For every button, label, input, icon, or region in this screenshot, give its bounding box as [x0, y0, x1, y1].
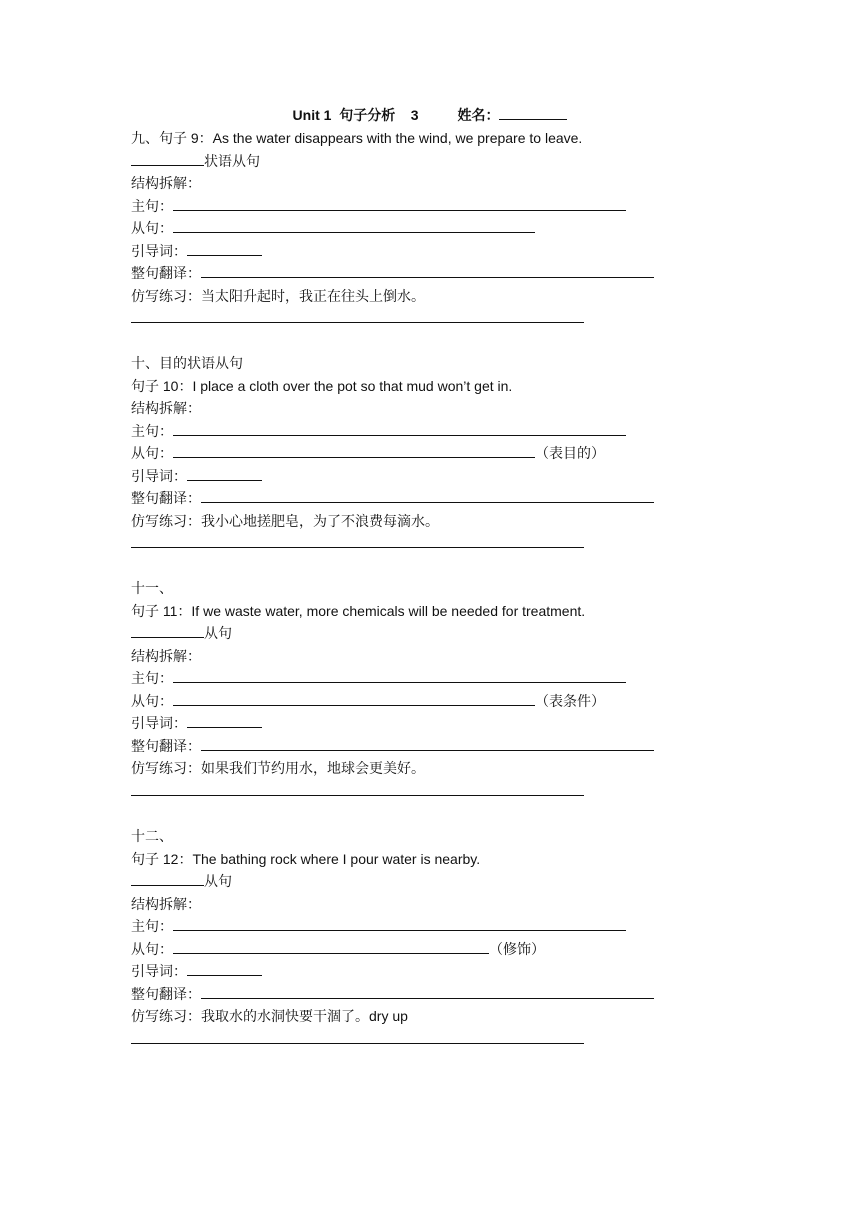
sub-label: 从句： [131, 445, 173, 461]
translation-line [131, 735, 731, 758]
main-label: 主句： [131, 918, 173, 934]
practice-line [131, 510, 731, 533]
sub-label: 从句： [131, 692, 173, 709]
sub-clause-note: （表条件） [535, 692, 605, 709]
main-label: 主句： [131, 197, 173, 214]
practice-answer-blank[interactable] [131, 1028, 584, 1044]
translation-label: 整句翻译： [131, 985, 201, 1002]
clause-type-label: 从句 [204, 873, 232, 889]
practice-label: 仿写练习： [131, 1008, 201, 1024]
main-label: 主句： [131, 422, 173, 439]
main-clause-line [131, 915, 731, 938]
main-clause-line [131, 667, 731, 690]
sub-clause-blank[interactable] [173, 217, 535, 233]
translation-label: 整句翻译： [131, 737, 201, 754]
practice-label: 仿写练习： [131, 760, 201, 776]
translation-line [131, 262, 731, 285]
main-label: 主句： [131, 670, 173, 686]
lead-label: 引导词： [131, 467, 187, 484]
practice-prompt: 我取水的水洞快要干涸了。dry up [201, 1008, 408, 1024]
clause-type-blank[interactable] [131, 622, 204, 638]
sentence-line: 句子 10：I place a cloth over the pot so that mud won’t get in. [131, 377, 513, 394]
practice-answer-line [131, 532, 731, 555]
sub-clause-line [131, 938, 731, 961]
structure-label: 结构拆解： [131, 647, 201, 664]
sub-clause-blank[interactable] [173, 690, 535, 706]
clause-type-label: 从句 [204, 625, 232, 641]
lead-word-line [131, 240, 731, 263]
practice-answer-line [131, 780, 731, 803]
practice-answer-blank[interactable] [131, 532, 584, 548]
structure-label: 结构拆解： [131, 895, 201, 912]
practice-answer-blank[interactable] [131, 780, 584, 796]
sub-label: 从句： [131, 220, 173, 236]
translation-blank[interactable] [201, 735, 654, 751]
translation-line [131, 983, 731, 1006]
translation-line [131, 487, 731, 510]
section-12 [131, 825, 731, 1050]
sub-clause-line [131, 442, 731, 465]
practice-label: 仿写练习： [131, 287, 201, 304]
section-10 [131, 352, 731, 555]
name-blank[interactable] [499, 107, 567, 120]
sub-clause-note: （表目的） [535, 445, 605, 461]
section-heading: 十二、 [131, 828, 173, 844]
section-heading: 十一、 [131, 580, 173, 596]
structure-label: 结构拆解： [131, 175, 201, 191]
practice-line [131, 285, 731, 308]
clause-type-label: 状语从句 [204, 152, 260, 169]
practice-answer-line [131, 307, 731, 330]
translation-label: 整句翻译： [131, 490, 201, 506]
title-text: Unit 1 句子分析 3 [292, 107, 419, 123]
section-9 [131, 127, 731, 330]
lead-label: 引导词： [131, 242, 187, 259]
main-clause-blank[interactable] [173, 420, 626, 436]
lead-word-blank[interactable] [187, 960, 262, 976]
practice-prompt: 我小心地搓肥皂，为了不浪费每滴水。 [201, 512, 439, 529]
translation-label: 整句翻译： [131, 265, 201, 281]
sub-clause-note: （修饰） [489, 940, 545, 957]
sub-clause-blank[interactable] [173, 442, 535, 458]
practice-answer-blank[interactable] [131, 307, 584, 323]
practice-prompt: 当太阳升起时，我正在往头上倒水。 [201, 287, 425, 304]
translation-blank[interactable] [201, 262, 654, 278]
sub-clause-blank[interactable] [173, 938, 489, 954]
clause-type-blank[interactable] [131, 150, 204, 166]
section-heading: 九、句子 9：As the water disappears with the wind, we prepare to leave. [131, 130, 583, 146]
main-clause-blank[interactable] [173, 195, 626, 211]
main-clause-blank[interactable] [173, 915, 626, 931]
lead-label: 引导词： [131, 963, 187, 979]
section-heading: 十、目的状语从句 [131, 355, 243, 371]
lead-word-line [131, 960, 731, 983]
main-clause-line [131, 420, 731, 443]
practice-label: 仿写练习： [131, 512, 201, 529]
sub-clause-line [131, 690, 731, 713]
lead-word-blank[interactable] [187, 465, 262, 481]
structure-label: 结构拆解： [131, 400, 201, 416]
sentence-line: 句子 12：The bathing rock where I pour water is nearby. [131, 850, 481, 867]
practice-line [131, 757, 731, 780]
name-label: 姓名： [457, 107, 500, 123]
translation-blank[interactable] [201, 983, 654, 999]
practice-answer-line [131, 1028, 731, 1051]
main-clause-line [131, 195, 731, 218]
lead-word-line [131, 712, 731, 735]
lead-word-blank[interactable] [187, 712, 262, 728]
practice-prompt: 如果我们节约用水，地球会更美好。 [201, 760, 425, 776]
sentence-line: 句子 11：If we waste water, more chemicals will be needed for treatment. [131, 602, 586, 619]
practice-line [131, 1005, 731, 1028]
lead-label: 引导词： [131, 715, 187, 731]
main-clause-blank[interactable] [173, 667, 626, 683]
lead-word-line [131, 465, 731, 488]
clause-type-blank[interactable] [131, 870, 204, 886]
sub-clause-line [131, 217, 731, 240]
clause-type-line [131, 150, 731, 173]
section-11 [131, 577, 731, 802]
clause-type-line [131, 870, 731, 893]
sub-label: 从句： [131, 940, 173, 957]
page-title [0, 105, 860, 125]
translation-blank[interactable] [201, 487, 654, 503]
clause-type-line [131, 622, 731, 645]
lead-word-blank[interactable] [187, 240, 262, 256]
